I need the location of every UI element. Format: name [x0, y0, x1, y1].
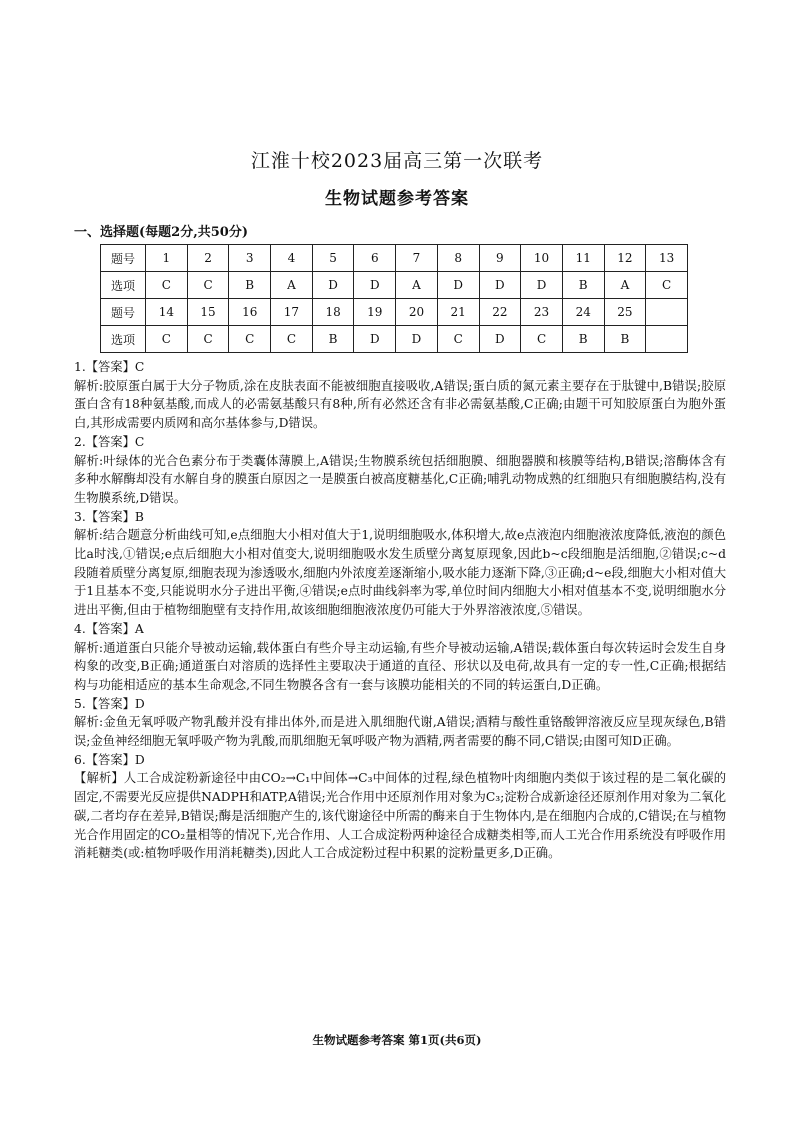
- answer-option-cell: B: [604, 326, 646, 353]
- answer-option-cell: B: [229, 272, 271, 299]
- question-number-cell: 9: [479, 245, 521, 272]
- question-number-cell: 15: [187, 299, 229, 326]
- analysis-text: 解析:结合题意分析曲线可知,e点细胞大小相对值大于1,说明细胞吸水,体积增大,故e点液泡内细胞液浓度降低,液泡的颜色比a时浅,①错误;e点后细胞大小相对值变大,说明细胞吸水发生质壁分离复原现象,因此b~c段细胞是活细胞,②错误;c~d段随着质壁分离复原,细胞表现为渗透吸水,细胞内外浓度差逐渐缩小,吸水能力逐渐下降,③正确;d~e段,细胞大小相对值大于1且基本不变,只能说明水分子进出平衡,④错误;e点时曲线斜率为零,单位时间内细胞大小相对值基本不变,说明细胞水分进出平衡,但由于植物细胞壁有支持作用,故该细胞细胞液浓度仍可能大于外界溶液浓度,⑤错误。: [74, 528, 726, 618]
- question-number-cell: 17: [271, 299, 313, 326]
- question-explanation: [74, 751, 726, 863]
- question-explanation: [74, 508, 726, 620]
- question-number-cell: 13: [646, 245, 688, 272]
- answer-table-row: [101, 272, 688, 299]
- answer-table-row: [101, 326, 688, 353]
- answer-option-cell: D: [354, 272, 396, 299]
- question-number-cell: 7: [396, 245, 438, 272]
- question-number-cell: 19: [354, 299, 396, 326]
- answer-option-cell: C: [646, 272, 688, 299]
- answer-option-cell: A: [604, 272, 646, 299]
- page-footer: 生物试题参考答案 第1页(共6页): [312, 1033, 482, 1047]
- answer-option-cell: C: [229, 326, 271, 353]
- question-number-cell: 1: [146, 245, 188, 272]
- question-number-cell: 22: [479, 299, 521, 326]
- answer-option-cell: C: [521, 326, 563, 353]
- question-number-cell: 5: [312, 245, 354, 272]
- answer-heading: 5.【答案】D: [74, 696, 145, 711]
- question-number-cell: 16: [229, 299, 271, 326]
- analysis-text: 解析:胶原蛋白属于大分子物质,涂在皮肤表面不能被细胞直接吸收,A错误;蛋白质的氮元素主要存在于肽键中,B错误;胶原蛋白含有18种氨基酸,而成人的必需氨基酸只有8种,所有必然还含有非必需氨基酸,C正确;由题干可知胶原蛋白为胞外蛋白,其形成需要内质网和高尔基体参与,D错误。: [74, 378, 726, 431]
- answer-option-cell: C: [437, 326, 479, 353]
- question-explanation: [74, 433, 726, 508]
- answer-option-cell: D: [312, 272, 354, 299]
- section-heading: 一、选择题(每题2分,共50分): [74, 225, 248, 240]
- answer-option-cell: C: [187, 326, 229, 353]
- row-label: 题号: [101, 299, 146, 326]
- answer-heading: 2.【答案】C: [74, 434, 145, 449]
- analysis-text: 【解析】人工合成淀粉新途径中由CO₂→C₁中间体→C₃中间体的过程,绿色植物叶肉细胞内类似于该过程的是二氧化碳的固定,不需要光反应提供NADPH和ATP,A错误;光合作用中还原剂作用对象为C₃;淀粉合成新途径还原剂作用对象为二氧化碳,二者均存在差异,B错误;酶是活细胞产生的,该代谢途径中所需的酶来自于生物体内,是在细胞内合成的,C错误;在与植物光合作用固定的CO₂量相等的情况下,光合作用、人工合成淀粉两种途径合成糖类相等,而人工光合作用系统没有呼吸作用消耗糖类(或:植物呼吸作用消耗糖类),因此人工合成淀粉过程中积累的淀粉量更多,D正确。: [74, 771, 726, 861]
- answer-option-cell: [646, 326, 688, 353]
- question-explanation: [74, 620, 726, 695]
- answer-option-cell: C: [271, 326, 313, 353]
- answer-option-cell: D: [479, 326, 521, 353]
- answer-heading: 3.【答案】B: [74, 509, 144, 524]
- question-number-cell: 11: [562, 245, 604, 272]
- question-number-cell: 10: [521, 245, 563, 272]
- answer-table-row: [101, 299, 688, 326]
- row-label: 选项: [101, 326, 146, 353]
- question-explanation: [74, 358, 726, 433]
- answer-table-row: [101, 245, 688, 272]
- answer-option-cell: D: [479, 272, 521, 299]
- exam-title: 江淮十校2023届高三第一次联考: [250, 150, 544, 172]
- answer-option-cell: B: [562, 326, 604, 353]
- answer-table: [100, 244, 688, 353]
- answer-option-cell: D: [354, 326, 396, 353]
- answer-option-cell: D: [521, 272, 563, 299]
- analysis-text: 解析:叶绿体的光合色素分布于类囊体薄膜上,A错误;生物膜系统包括细胞膜、细胞器膜和核膜等结构,B错误;溶酶体含有多种水解酶却没有水解自身的膜蛋白原因之一是膜蛋白被高度糖基化,C正确;哺乳动物成熟的红细胞只有细胞膜结构,没有生物膜系统,D错误。: [74, 453, 726, 505]
- answer-option-cell: A: [396, 272, 438, 299]
- question-number-cell: 3: [229, 245, 271, 272]
- answer-option-cell: C: [146, 272, 188, 299]
- question-number-cell: 20: [396, 299, 438, 326]
- question-number-cell: [646, 299, 688, 326]
- row-label: 选项: [101, 272, 146, 299]
- answer-option-cell: D: [437, 272, 479, 299]
- answer-option-cell: C: [187, 272, 229, 299]
- document-subtitle: 生物试题参考答案: [325, 189, 469, 209]
- question-number-cell: 25: [604, 299, 646, 326]
- answer-heading: 1.【答案】C: [74, 360, 145, 374]
- question-number-cell: 18: [312, 299, 354, 326]
- explanations: [74, 358, 726, 863]
- answer-option-cell: C: [146, 326, 188, 353]
- question-number-cell: 8: [437, 245, 479, 272]
- question-number-cell: 6: [354, 245, 396, 272]
- question-number-cell: 21: [437, 299, 479, 326]
- question-number-cell: 24: [562, 299, 604, 326]
- analysis-text: 解析:金鱼无氧呼吸产物乳酸并没有排出体外,而是进入肌细胞代谢,A错误;酒精与酸性重铬酸钾溶液反应呈现灰绿色,B错误;金鱼神经细胞无氧呼吸产物为乳酸,而肌细胞无氧呼吸产物为酒精,两者需要的酶不同,C错误;由图可知D正确。: [74, 715, 726, 749]
- answer-option-cell: D: [396, 326, 438, 353]
- question-number-cell: 2: [187, 245, 229, 272]
- answer-heading: 6.【答案】D: [74, 752, 145, 767]
- answer-option-cell: B: [312, 326, 354, 353]
- question-number-cell: 12: [604, 245, 646, 272]
- question-number-cell: 23: [521, 299, 563, 326]
- question-number-cell: 14: [146, 299, 188, 326]
- answer-option-cell: B: [562, 272, 604, 299]
- question-explanation: [74, 695, 726, 751]
- analysis-text: 解析:通道蛋白只能介导被动运输,载体蛋白有些介导主动运输,有些介导被动运输,A错误;载体蛋白每次转运时会发生自身构象的改变,B正确;通道蛋白对溶质的选择性主要取决于通道的直径、形状以及电荷,故具有一定的专一性,C正确;根据结构与功能相适应的基本生命观念,不同生物膜各含有一套与该膜功能相关的不同的转运蛋白,D正确。: [74, 640, 726, 692]
- answer-option-cell: A: [271, 272, 313, 299]
- question-number-cell: 4: [271, 245, 313, 272]
- row-label: 题号: [101, 245, 146, 272]
- answer-heading: 4.【答案】A: [74, 621, 144, 636]
